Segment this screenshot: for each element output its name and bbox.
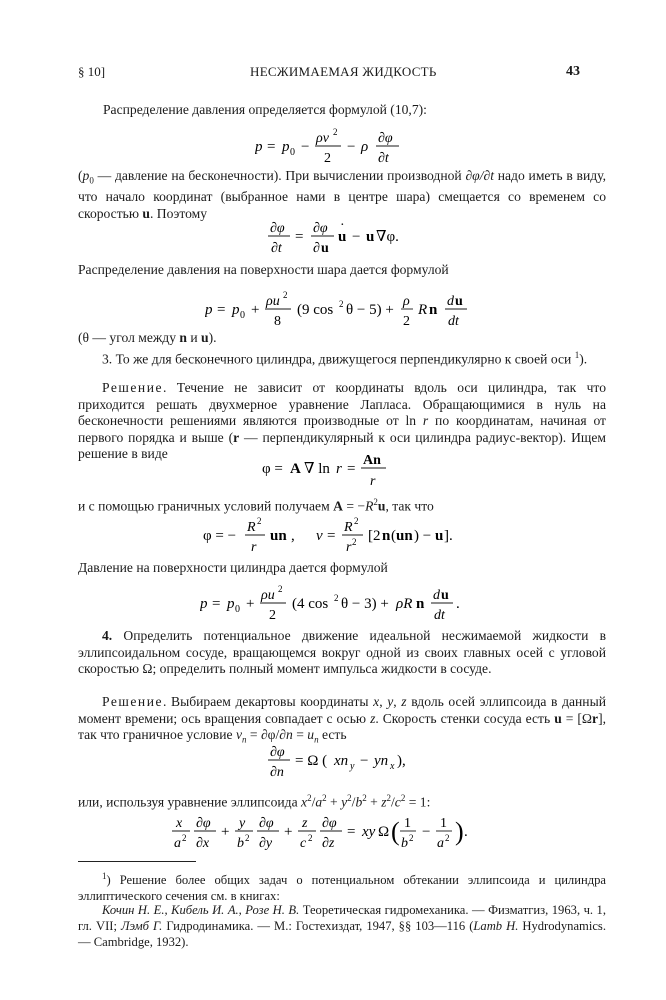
equation-time-derivative (268, 214, 428, 263)
svg-text:·: · (340, 218, 345, 233)
svg-text:p: p (232, 302, 240, 318)
footnote-rule (78, 861, 196, 862)
equation-laplace-ellipsoid (172, 808, 532, 861)
svg-text:a: a (174, 836, 181, 851)
section-marker: § 10] (78, 64, 106, 79)
svg-text:−: − (347, 139, 356, 155)
svg-text:ρR: ρR (396, 596, 413, 612)
svg-text:yn: yn (374, 753, 389, 769)
svg-text:u: u (338, 229, 347, 245)
svg-text:=: = (295, 229, 304, 245)
svg-text:R: R (418, 302, 428, 318)
svg-text:ρv: ρv (316, 131, 329, 146)
svg-text:.: . (456, 596, 460, 612)
svg-text:=: = (217, 302, 226, 318)
svg-text:+: + (251, 302, 260, 318)
problem-3-statement: 3. То же для бесконечного цилиндра, движущегося перпендикулярно к своей оси $^1$). (102, 350, 588, 367)
svg-text:=: = (347, 461, 356, 477)
svg-text:∂φ: ∂φ (270, 745, 285, 760)
svg-text:u: u (366, 229, 375, 245)
svg-text:∂z: ∂z (322, 836, 335, 851)
svg-text:n: n (416, 596, 425, 612)
svg-text:(4 cos: (4 cos (292, 596, 329, 612)
svg-text:1: 1 (440, 816, 447, 831)
svg-text:∂n: ∂n (270, 765, 284, 780)
svg-text:p: p (255, 139, 263, 155)
svg-text:2: 2 (308, 833, 313, 843)
svg-text:∂t: ∂t (271, 241, 282, 256)
equation-cylinder-pressure (200, 580, 500, 631)
svg-text:1: 1 (404, 816, 411, 831)
svg-text:n: n (429, 302, 438, 318)
svg-text:p: p (200, 596, 208, 612)
svg-text:2: 2 (269, 608, 276, 623)
svg-text:xy: xy (362, 824, 376, 840)
paragraph-derivative-note: ($p_0$ — давление на бесконечности). При вычислении производной ∂φ/∂t надо иметь в виду, что начало координат (выбранное нами в центре шара) смещается со временем со скоростью u. Поэтому (78, 168, 606, 221)
svg-text:=: = (212, 596, 221, 612)
svg-text:2: 2 (352, 537, 357, 547)
svg-text:ρ: ρ (403, 294, 410, 309)
svg-text:p: p (282, 139, 290, 155)
svg-text:x: x (390, 761, 395, 772)
svg-text:8: 8 (274, 314, 281, 329)
svg-text:u: u (321, 241, 329, 256)
svg-text:xn: xn (334, 753, 349, 769)
paragraph-boundary-result: и с помощью граничных условий получаем $A = -R^2u$, так что (78, 497, 434, 514)
svg-text:∂φ: ∂φ (259, 816, 274, 831)
svg-text:∂φ: ∂φ (378, 131, 393, 146)
svg-text:u: u (455, 294, 463, 309)
svg-text:−: − (301, 139, 310, 155)
paragraph-ellipsoid-equation: или, используя уравнение эллипсоида $x^2/a^2 + y^2/b^2 + z^2/c^2 = 1$: (78, 793, 431, 810)
svg-text:=: = (347, 824, 356, 840)
svg-text:d: d (433, 588, 440, 603)
svg-text:r: r (251, 540, 257, 555)
svg-text:2: 2 (445, 833, 450, 843)
svg-text:An: An (363, 453, 381, 468)
svg-text:2: 2 (278, 584, 283, 594)
svg-text:r: r (370, 474, 376, 489)
svg-text:),: ), (397, 753, 406, 769)
svg-text:R: R (344, 520, 353, 535)
svg-text:0: 0 (235, 604, 240, 615)
svg-text:z: z (302, 816, 308, 831)
svg-text:ρ: ρ (361, 139, 369, 155)
svg-text:∂t: ∂t (378, 151, 389, 166)
svg-text:r: r (336, 461, 342, 477)
svg-text:(: ( (391, 817, 400, 846)
svg-text:2: 2 (257, 516, 262, 526)
footnote-1: $^1$) Решение более общих задач о потенциальном обтекании эллипсоида и цилиндра эллиптического сечения см. в книгах: (78, 871, 606, 904)
svg-text:0: 0 (290, 147, 295, 158)
svg-text:): ) (455, 817, 464, 846)
svg-text:dt: dt (448, 314, 459, 329)
footnote-references: Кочин Н. Е., Кибель И. А., Розе Н. В. Теоретическая гидромеханика. — Физматгиз, 1963, ч. 1, гл. VII; Лэмб Г. Гидродинамика. — М.: Гостехиздат, 1947, §§ 103—116 (Lamb H. Hydrodynamics. — Cambridge, 1932). (78, 903, 606, 949)
svg-text:a: a (437, 836, 444, 851)
svg-text:p: p (205, 302, 213, 318)
paragraph-pressure-intro: Распределение давления определяется формулой (10,7): (103, 102, 427, 117)
svg-text:A: A (290, 461, 301, 477)
equation-boundary-condition (268, 738, 448, 789)
svg-text:(: ( (391, 528, 396, 544)
svg-text:u: u (435, 528, 444, 544)
svg-text:−: − (360, 753, 369, 769)
svg-text:2: 2 (283, 290, 288, 300)
svg-text:∇ ln: ∇ ln (304, 461, 330, 477)
problem-3-solution: Решение. Течение не зависит от координаты вдоль оси цилиндра, так что приходится решать двухмерное уравнение Лапласа. Обращающимися в нуль на бесконечности решениями являются производные от ln r по координатам, начиная от первого порядка и выше (r — перпендикулярный к оси цилиндра радиус-вектор). Ищем решение в виде (78, 380, 606, 462)
svg-text:∂: ∂ (313, 241, 320, 256)
svg-text:n: n (382, 528, 391, 544)
svg-text:−: − (352, 229, 361, 245)
svg-text:φ =: φ = (262, 461, 283, 477)
svg-text:2: 2 (354, 516, 359, 526)
equation-cylinder-velocity (203, 512, 503, 565)
svg-text:+: + (246, 596, 255, 612)
svg-text:2: 2 (324, 151, 331, 166)
svg-text:,: , (291, 528, 295, 544)
svg-text:[2: [2 (368, 528, 381, 544)
svg-text:2: 2 (182, 833, 187, 843)
svg-text:∇φ.: ∇φ. (376, 229, 399, 245)
equation-pressure-general (255, 124, 435, 173)
svg-text:x: x (176, 816, 183, 831)
equation-cylinder-potential (262, 446, 432, 497)
svg-text:(9 cos: (9 cos (297, 302, 334, 318)
paragraph-cylinder-pressure: Давление на поверхности цилиндра дается формулой (78, 560, 388, 575)
svg-text:.: . (464, 824, 468, 840)
svg-text:∂φ: ∂φ (196, 816, 211, 831)
svg-text:θ − 3) +: θ − 3) + (341, 596, 389, 612)
svg-text:ρu: ρu (266, 294, 280, 309)
svg-text:) −: ) − (414, 528, 432, 544)
svg-text:2: 2 (409, 833, 414, 843)
svg-text:p: p (227, 596, 235, 612)
paragraph-theta-note: (θ — угол между n и u). (78, 330, 217, 345)
svg-text:0: 0 (240, 310, 245, 321)
svg-text:θ − 5) +: θ − 5) + (346, 302, 394, 318)
svg-text:r: r (346, 540, 352, 555)
svg-text:2: 2 (339, 299, 344, 309)
svg-text:−: − (422, 824, 431, 840)
svg-text:ρu: ρu (261, 588, 275, 603)
svg-text:∂φ: ∂φ (313, 221, 328, 236)
svg-text:R: R (247, 520, 256, 535)
problem-4-solution: Решение. Выбираем декартовы координаты x, y, z вдоль осей эллипсоида в данный момент времени; ось вращения совпадает с осью z. Скорость стенки сосуда есть u = [Ωr], так что граничное условие $v_n = \partial\varphi/\partial n = u_n$ есть (78, 694, 606, 745)
svg-text:∂y: ∂y (259, 836, 273, 851)
svg-text:b: b (237, 836, 244, 851)
svg-text:φ = −: φ = − (203, 528, 237, 544)
svg-text:∂φ: ∂φ (322, 816, 337, 831)
svg-text:u: u (441, 588, 449, 603)
svg-text:2: 2 (245, 833, 250, 843)
svg-text:=: = (327, 528, 336, 544)
svg-text:2: 2 (403, 314, 410, 329)
svg-text:2: 2 (334, 593, 339, 603)
svg-text:un: un (270, 528, 287, 544)
svg-text:=: = (267, 139, 276, 155)
svg-text:= Ω (: = Ω ( (295, 753, 328, 769)
paragraph-sphere-pressure: Распределение давления на поверхности шара дается формулой (78, 262, 449, 277)
svg-text:y: y (239, 816, 246, 831)
svg-text:+: + (221, 824, 230, 840)
svg-text:c: c (300, 836, 307, 851)
svg-text:d: d (447, 294, 454, 309)
svg-text:Ω: Ω (378, 824, 390, 840)
problem-4-statement: 4. Определить потенциальное движение идеальной несжимаемой жидкости в эллипсоидальном сосуде, вращающемся вокруг одной из своих главных осей с угловой скоростью Ω; определить полный момент импульса жидкости в сосуде. (78, 628, 606, 677)
svg-text:un: un (396, 528, 413, 544)
svg-text:dt: dt (434, 608, 445, 623)
svg-text:∂x: ∂x (196, 836, 210, 851)
svg-text:+: + (284, 824, 293, 840)
svg-text:v: v (316, 528, 323, 544)
svg-text:].: ]. (444, 528, 453, 544)
svg-text:y: y (350, 761, 355, 772)
svg-text:∂φ: ∂φ (270, 221, 285, 236)
page-number: 43 (566, 64, 580, 79)
running-title: НЕСЖИМАЕМАЯ ЖИДКОСТЬ (250, 64, 437, 79)
svg-text:2: 2 (333, 127, 338, 137)
svg-text:b: b (401, 836, 408, 851)
